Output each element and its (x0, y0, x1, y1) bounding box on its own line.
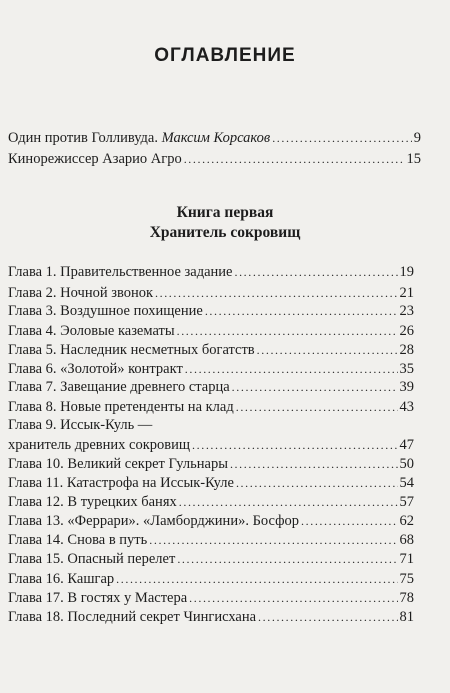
toc-entry-page: 23 (399, 303, 414, 319)
toc-entry-title-continuation: хранитель древних сокровищ (8, 437, 191, 453)
toc-entry-title: Глава 13. «Феррари». «Ламборджини». Босфор (8, 513, 300, 529)
dot-leader (236, 398, 398, 416)
toc-entry-page: 26 (399, 323, 414, 339)
toc-entry-chapter-4 (8, 322, 414, 340)
dot-leader (236, 474, 398, 492)
dot-leader (179, 493, 398, 511)
toc-entry-page: 50 (399, 456, 414, 472)
toc-entry-chapter-17 (8, 589, 414, 607)
toc-entry-chapter-5 (8, 341, 414, 359)
toc-entry-intro-1 (8, 129, 421, 147)
toc-entry-author: Максим Корсаков (161, 130, 271, 146)
toc-entry-chapter-14 (8, 531, 414, 549)
toc-entry-title: Глава 4. Эоловые казематы (8, 323, 175, 339)
toc-entry-intro-2 (8, 150, 421, 168)
dot-leader (155, 284, 398, 302)
toc-entry-title: Глава 5. Наследник несметных богатств (8, 342, 255, 358)
toc-entry-chapter-1 (8, 263, 414, 281)
toc-entry-page: 71 (399, 551, 414, 567)
dot-leader (149, 531, 397, 549)
dot-leader (230, 455, 398, 473)
toc-entry-page: 43 (399, 399, 414, 415)
toc-entry-chapter-13 (8, 512, 414, 530)
toc-entry-page: 54 (399, 475, 414, 491)
dot-leader (177, 322, 398, 340)
toc-entry-chapter-15 (8, 550, 414, 568)
toc-entry-chapter-8 (8, 398, 414, 416)
dot-leader (232, 378, 398, 396)
toc-entry-chapter-2 (8, 284, 414, 302)
toc-entry-title: Глава 16. Кашгар (8, 571, 115, 587)
toc-entry-page: 47 (399, 437, 414, 453)
toc-entry-page: 62 (399, 513, 414, 529)
toc-entry-chapter-18 (8, 608, 414, 626)
toc-entry-title: Глава 17. В гостях у Мастера (8, 590, 188, 606)
dot-leader (177, 550, 397, 568)
dot-leader (234, 263, 397, 281)
toc-entry-title: Глава 6. «Золотой» контракт (8, 361, 183, 377)
toc-entry-title: Глава 2. Ночной звонок (8, 285, 153, 301)
toc-entry-page: 68 (399, 532, 414, 548)
toc-entry-page: 28 (399, 342, 414, 358)
dot-leader (185, 360, 398, 378)
toc-entry-chapter-10 (8, 455, 414, 473)
toc-entry-title: Глава 11. Катастрофа на Иссык-Куле (8, 475, 234, 491)
toc-entry-title: Глава 14. Снова в путь (8, 532, 148, 548)
toc-entry-title: Глава 15. Опасный перелет (8, 551, 176, 567)
dot-leader (272, 129, 412, 147)
toc-entry-page: 21 (399, 285, 414, 301)
book-title: Хранитель сокровищ (149, 224, 301, 241)
dot-leader (116, 570, 397, 588)
toc-entry-title: Глава 18. Последний секрет Чингисхана (8, 609, 257, 625)
toc-entry-title: Глава 12. В турецких банях (8, 494, 177, 510)
toc-entry-title: Кинорежиссер Азарио Агро (8, 151, 182, 167)
dot-leader (192, 436, 397, 454)
toc-entry-chapter-9 (8, 436, 414, 454)
toc-entry-page: 19 (399, 264, 414, 280)
dot-leader (257, 341, 398, 359)
dot-leader (301, 512, 397, 530)
toc-entry-chapter-12 (8, 493, 414, 511)
toc-entry-title (8, 129, 270, 147)
toc-entry-page: 39 (399, 379, 414, 395)
toc-entry-page: 78 (399, 590, 414, 606)
dot-leader (205, 302, 398, 320)
dot-leader (258, 608, 397, 626)
toc-entry-page: 75 (399, 571, 414, 587)
toc-entry-title: Глава 7. Завещание древнего старца (8, 379, 230, 395)
toc-entry-title: Глава 8. Новые претенденты на клад (8, 399, 234, 415)
toc-entry-page: 15 (406, 151, 421, 167)
toc-entry-page: 57 (399, 494, 414, 510)
toc-entry-chapter-7 (8, 378, 414, 396)
toc-entry-page: 35 (399, 361, 414, 377)
toc-entry-title-text: Один против Голливуда. (8, 130, 158, 146)
toc-entry-title: Глава 1. Правительственное задание (8, 264, 233, 280)
toc-entry-page: 81 (399, 609, 414, 625)
dot-leader (189, 589, 397, 607)
toc-entry-chapter-11 (8, 474, 414, 492)
toc-entry-chapter-3 (8, 302, 414, 320)
book-number: Книга первая (176, 204, 274, 221)
dot-leader (184, 150, 405, 168)
toc-entry-title: Глава 10. Великий секрет Гульнары (8, 456, 228, 472)
toc-entry-chapter-6 (8, 360, 414, 378)
toc-entry-chapter-16 (8, 570, 414, 588)
toc-entry-chapter-9-title: Глава 9. Иссык-Куль — (8, 417, 153, 433)
toc-entry-title: Глава 3. Воздушное похищение (8, 303, 203, 319)
page-heading: ОГЛАВЛЕНИЕ (154, 45, 296, 66)
toc-entry-page: 9 (413, 130, 421, 146)
